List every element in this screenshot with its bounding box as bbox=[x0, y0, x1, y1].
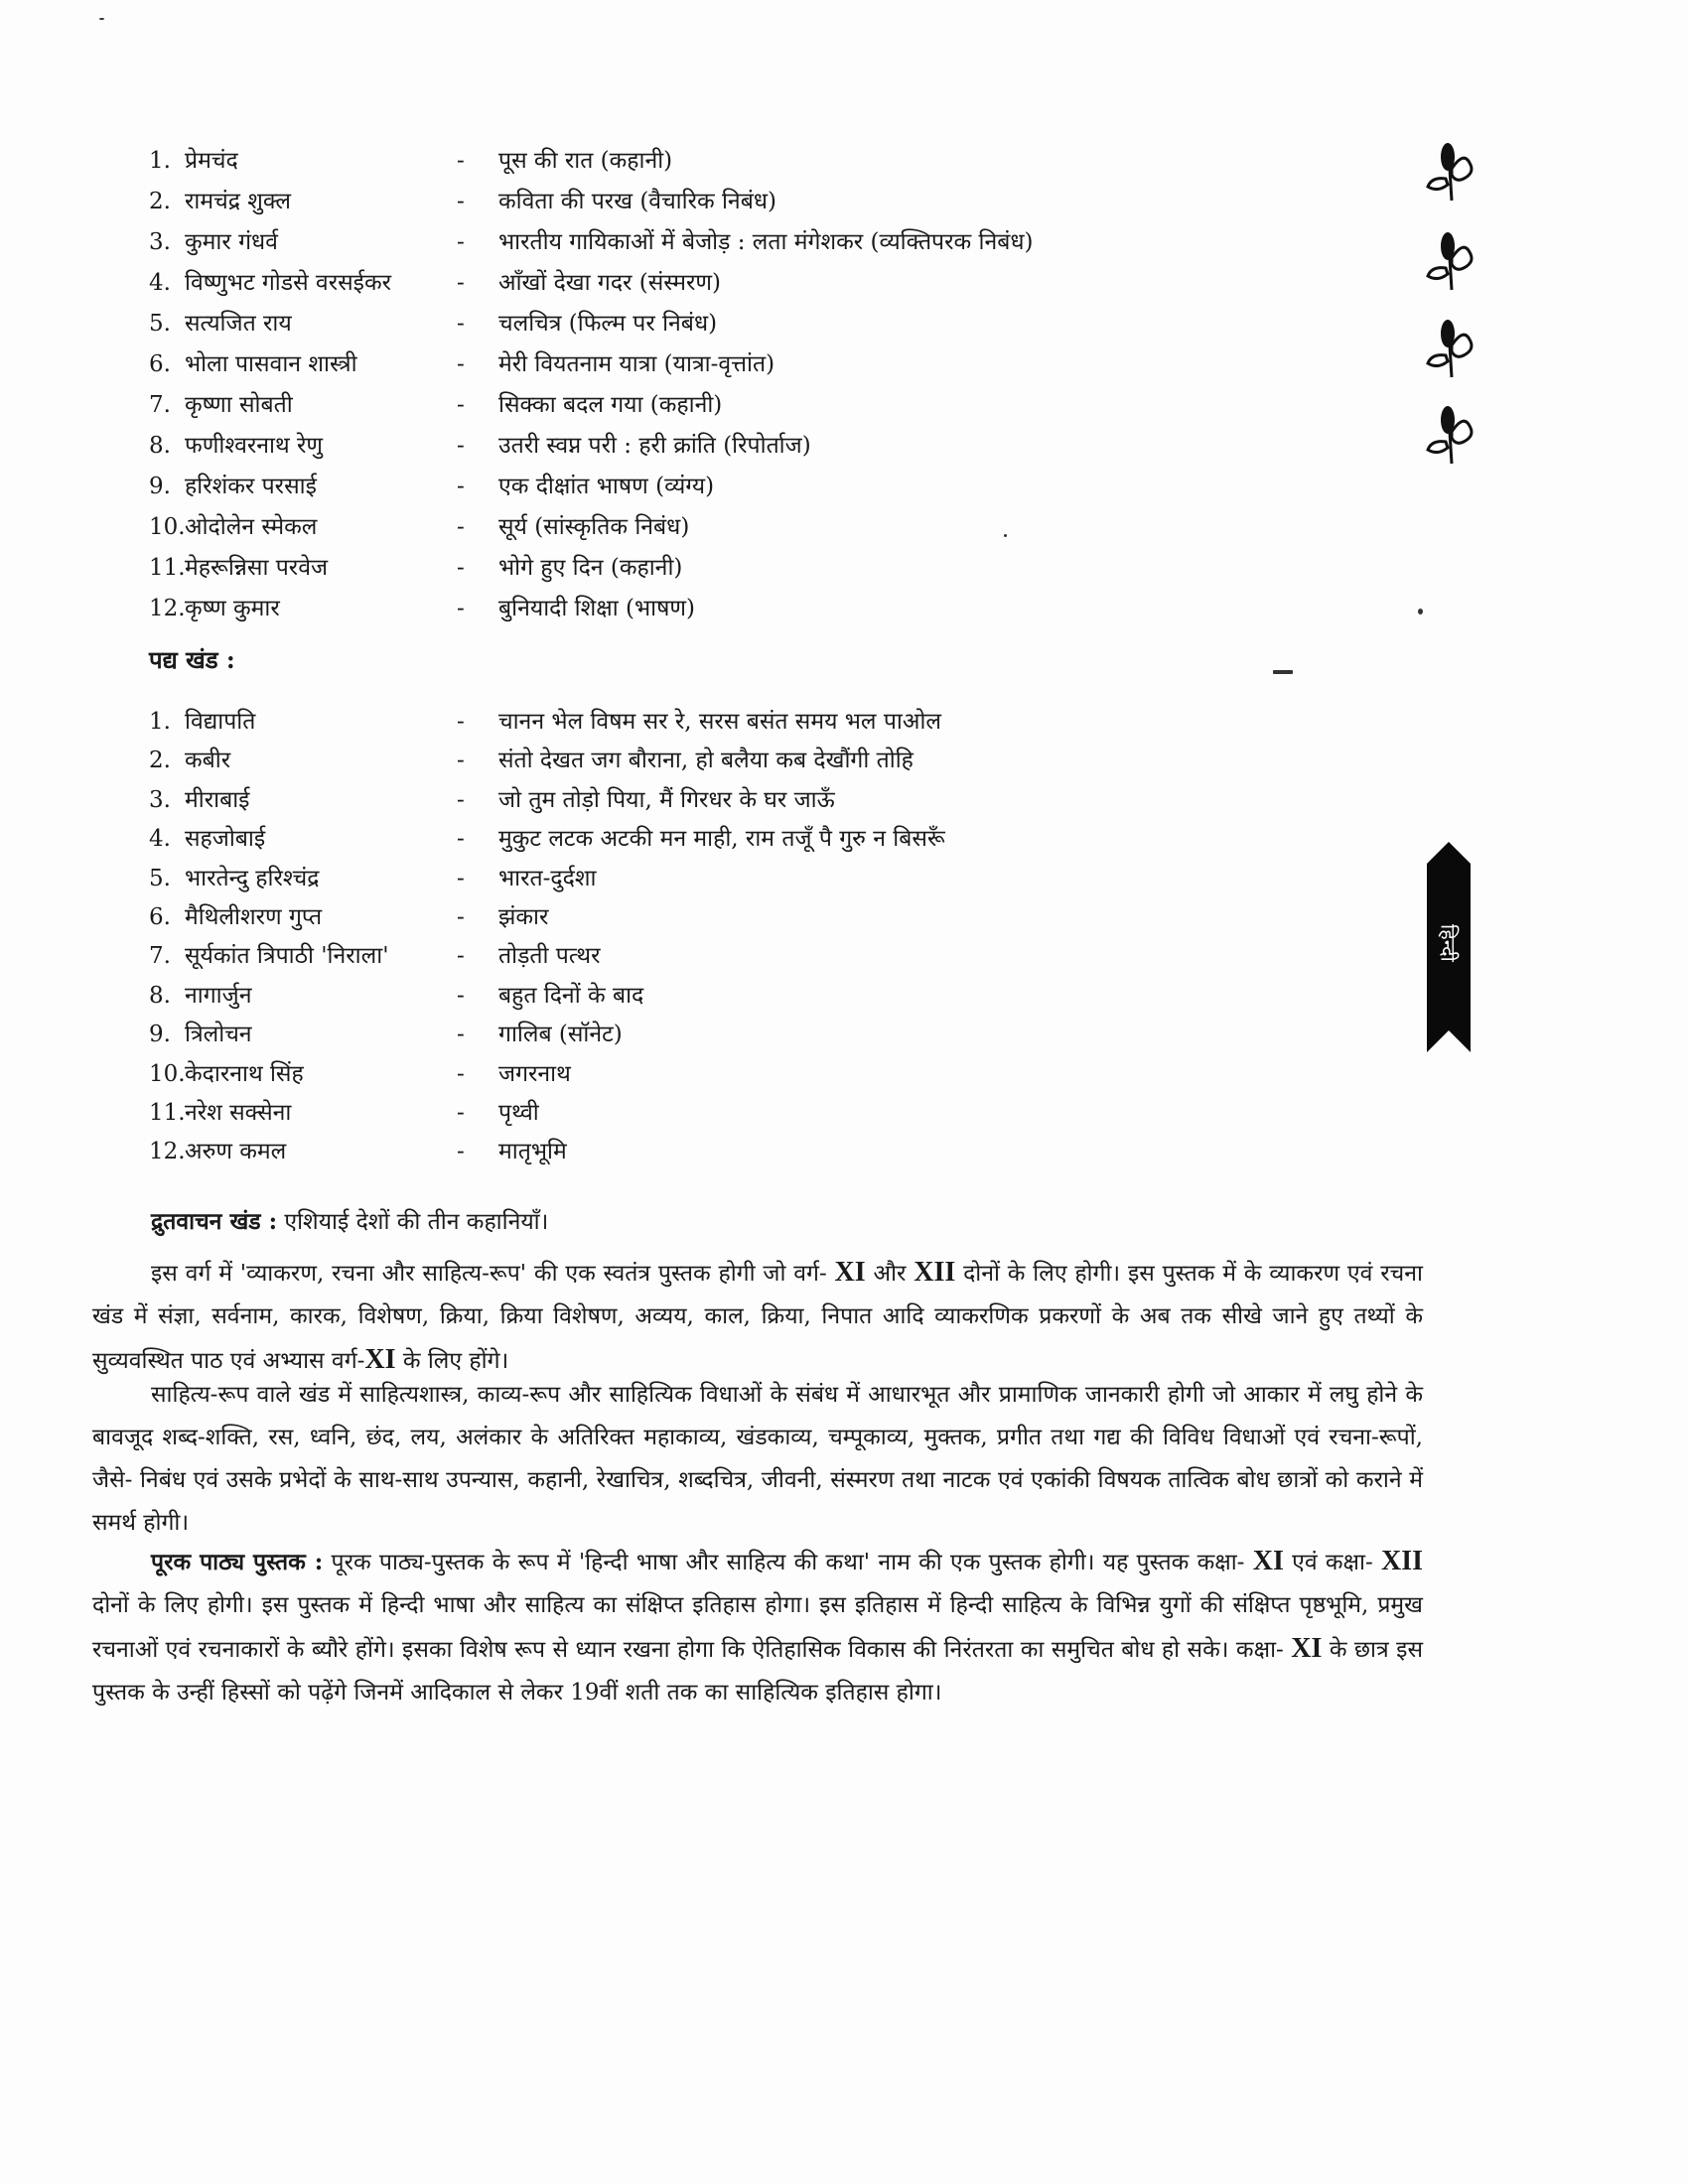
work-title: सूर्य (सांस्कृतिक निबंध) bbox=[498, 514, 690, 540]
work-title: चानन भेल विषम सर रे, सरस बसंत समय भल पाओल bbox=[498, 709, 941, 735]
item-number: 1. bbox=[149, 148, 171, 174]
para-text: और bbox=[865, 1261, 914, 1287]
class-xii: XII bbox=[1381, 1546, 1424, 1576]
work-title: मुकुट लटक अटकी मन माही, राम तजूँ पै गुरु न बिसरूँ bbox=[498, 826, 945, 852]
separator-dash: - bbox=[457, 433, 465, 459]
author-name: अरुण कमल bbox=[185, 1139, 287, 1164]
author-name: फणीश्वरनाथ रेणु bbox=[185, 433, 324, 459]
item-number: 9. bbox=[149, 474, 171, 499]
class-xi: XI bbox=[1252, 1546, 1284, 1576]
para-text: दोनों के लिए होगी। इस पुस्तक में हिन्दी भाषा और साहित्य का संक्षिप्त इतिहास होगा। इस इतिहास में हिन्दी साहित्य के विभिन्न युगों की संक्षिप्त पृष्ठभूमि, प्रमुख रचनाओं एवं रचनाकारों के ब्यौरे होंगे। इसका विशेष रूप से ध्यान रखना होगा कि ऐतिहासिक विकास की निरंतरता का समुचित बोध हो सके। कक्षा- bbox=[92, 1592, 1423, 1663]
separator-dash: - bbox=[457, 1139, 465, 1164]
work-title: पृथ्वी bbox=[498, 1100, 539, 1126]
scan-speck bbox=[1418, 609, 1423, 614]
flower-sprig-icon bbox=[1418, 316, 1487, 385]
item-number: 10. bbox=[149, 514, 186, 540]
work-title: पूस की रात (कहानी) bbox=[498, 148, 673, 174]
work-title: भोगे हुए दिन (कहानी) bbox=[498, 555, 683, 581]
separator-dash: - bbox=[457, 709, 465, 735]
separator-dash: - bbox=[457, 904, 465, 930]
author-name: कृष्णा सोबती bbox=[185, 392, 293, 418]
author-name: भारतेन्दु हरिश्चंद्र bbox=[185, 866, 320, 891]
separator-dash: - bbox=[457, 270, 465, 296]
author-name: प्रेमचंद bbox=[185, 148, 238, 174]
literary-forms-paragraph: साहित्य-रूप वाले खंड में साहित्यशास्त्र, काव्य-रूप और साहित्यिक विधाओं के संबंध में आधारभूत और प्रामाणिक जानकारी होगी जो आकार में लघु होने के बावजूद शब्द-शक्ति, रस, ध्वनि, छंद, लय, अलंकार के अतिरिक्त महाकाव्य, खंडकाव्य, चम्पूकाव्य, मुक्तक, प्रगीत तथा गद्य की विविध विधाओं एवं रचना-रूपों, जैसे- निबंध एवं उसके प्रभेदों के साथ-साथ उपन्यास, कहानी, रेखाचित्र, शब्दचित्र, जीवनी, संस्मरण तथा नाटक एवं एकांकी विषयक तात्विक बोध छात्रों को कराने में समर्थ होगी। bbox=[92, 1382, 1423, 1536]
author-name: भोला पासवान शास्त्री bbox=[185, 351, 357, 377]
author-name: सहजोबाई bbox=[185, 826, 266, 852]
work-title: एक दीक्षांत भाषण (व्यंग्य) bbox=[498, 474, 715, 499]
item-number: 12. bbox=[149, 1139, 186, 1164]
work-title: चलचित्र (फिल्म पर निबंध) bbox=[498, 311, 718, 337]
author-name: सत्यजित राय bbox=[185, 311, 292, 337]
separator-dash: - bbox=[457, 514, 465, 540]
author-name: त्रिलोचन bbox=[185, 1022, 252, 1047]
para-text: एवं कक्षा- bbox=[1283, 1550, 1381, 1575]
flower-sprig-icon bbox=[1418, 139, 1487, 208]
item-number: 7. bbox=[149, 392, 171, 418]
author-name: नागार्जुन bbox=[185, 983, 252, 1009]
separator-dash: - bbox=[457, 1100, 465, 1126]
author-name: मैथिलीशरण गुप्त bbox=[185, 904, 323, 930]
work-title: आँखों देखा गदर (संस्मरण) bbox=[498, 270, 721, 296]
author-name: मीराबाई bbox=[185, 787, 250, 813]
grammar-book-paragraph bbox=[92, 1251, 1423, 1383]
work-title: मेरी वियतनाम यात्रा (यात्रा-वृत्तांत) bbox=[498, 351, 775, 377]
flower-sprig-icon bbox=[1418, 228, 1487, 298]
work-title: भारतीय गायिकाओं में बेजोड़ : लता मंगेशकर (व्यक्तिपरक निबंध) bbox=[498, 229, 1034, 255]
item-number: 5. bbox=[149, 311, 171, 337]
class-xii: XII bbox=[914, 1257, 956, 1288]
item-number: 2. bbox=[149, 748, 171, 773]
class-xi: XI bbox=[364, 1344, 396, 1375]
item-number: 6. bbox=[149, 351, 171, 377]
para-text: के छात्र इस पुस्तक के उन्हीं हिस्सों को पढ़ेंगे जिनमें आदिकाल से लेकर 19वीं शती तक का साहित्यिक इतिहास होगा। bbox=[92, 1637, 1423, 1706]
item-number: 2. bbox=[149, 189, 171, 214]
item-number: 3. bbox=[149, 229, 171, 255]
scan-speck bbox=[1004, 534, 1007, 537]
separator-dash: - bbox=[457, 189, 465, 214]
separator-dash: - bbox=[457, 1022, 465, 1047]
rapid-reading-text: एशियाई देशों की तीन कहानियाँ। bbox=[277, 1209, 549, 1235]
work-title: भारत-दुर्दशा bbox=[498, 866, 597, 891]
separator-dash: - bbox=[457, 943, 465, 969]
separator-dash: - bbox=[457, 866, 465, 891]
work-title: उतरी स्वप्न परी : हरी क्रांति (रिपोर्ताज) bbox=[498, 433, 811, 459]
author-name: केदारनाथ सिंह bbox=[185, 1061, 304, 1087]
supplementary-book-label: पूरक पाठ्य पुस्तक : bbox=[151, 1549, 324, 1575]
author-name: कुमार गंधर्व bbox=[185, 229, 278, 255]
item-number: 6. bbox=[149, 904, 171, 930]
author-name: कृष्ण कुमार bbox=[185, 596, 280, 621]
separator-dash: - bbox=[457, 351, 465, 377]
class-xi: XI bbox=[1291, 1633, 1323, 1664]
separator-dash: - bbox=[457, 392, 465, 418]
author-name: नरेश सक्सेना bbox=[185, 1100, 292, 1126]
work-title: तोड़ती पत्थर bbox=[498, 943, 601, 969]
para-text: इस वर्ग में 'व्याकरण, रचना और साहित्य-रूप' की एक स्वतंत्र पुस्तक होगी जो वर्ग- bbox=[151, 1261, 835, 1287]
item-number: 8. bbox=[149, 983, 171, 1009]
item-number: 5. bbox=[149, 866, 171, 891]
item-number: 9. bbox=[149, 1022, 171, 1047]
separator-dash: - bbox=[457, 748, 465, 773]
supplementary-book-paragraph bbox=[92, 1540, 1423, 1714]
separator-dash: - bbox=[457, 229, 465, 255]
work-title: संतो देखत जग बौराना, हो बलैया कब देखौंगी तोहि bbox=[498, 748, 914, 773]
item-number: 4. bbox=[149, 270, 171, 296]
author-name: सूर्यकांत त्रिपाठी 'निराला' bbox=[185, 943, 389, 969]
rapid-reading-label: द्रुतवाचन खंड : bbox=[151, 1208, 278, 1235]
separator-dash: - bbox=[457, 596, 465, 621]
separator-dash: - bbox=[457, 1061, 465, 1087]
item-number: 12. bbox=[149, 596, 186, 621]
author-name: रामचंद्र शुक्ल bbox=[185, 189, 292, 214]
poetry-section-heading: पद्य खंड : bbox=[149, 645, 235, 674]
author-name: ओदोलेन स्मेकल bbox=[185, 514, 318, 540]
separator-dash: - bbox=[457, 311, 465, 337]
work-title: झंकार bbox=[498, 904, 549, 930]
item-number: 11. bbox=[149, 555, 186, 581]
separator-dash: - bbox=[457, 983, 465, 1009]
work-title: जगरनाथ bbox=[498, 1061, 571, 1087]
rapid-reading-line bbox=[151, 1204, 548, 1236]
work-title: कविता की परख (वैचारिक निबंध) bbox=[498, 189, 776, 214]
item-number: 10. bbox=[149, 1061, 186, 1087]
work-title: मातृभूमि bbox=[498, 1139, 567, 1164]
separator-dash: - bbox=[457, 826, 465, 852]
author-name: कबीर bbox=[185, 748, 231, 773]
item-number: 7. bbox=[149, 943, 171, 969]
separator-dash: - bbox=[457, 148, 465, 174]
work-title: सिक्का बदल गया (कहानी) bbox=[498, 392, 723, 418]
class-xi: XI bbox=[834, 1257, 866, 1288]
author-name: हरिशंकर परसाई bbox=[185, 474, 317, 499]
separator-dash: - bbox=[457, 787, 465, 813]
separator-dash: - bbox=[457, 474, 465, 499]
para-text: के लिए होंगे। bbox=[395, 1348, 509, 1374]
para-text: दोनों के लिए होगी। इस पुस्तक में के व्याकरण एवं रचना खंड में संज्ञा, सर्वनाम, कारक, विशेषण, क्रिया, क्रिया विशेषण, अव्यय, काल, क्रिया, निपात आदि व्याकरणिक प्रकरणों के अब तक सीखे जाने हुए तथ्यों के सुव्यवस्थित पाठ एवं अभ्यास वर्ग- bbox=[92, 1261, 1423, 1374]
work-title: जो तुम तोड़ो पिया, मैं गिरधर के घर जाऊँ bbox=[498, 787, 835, 813]
work-title: बुनियादी शिक्षा (भाषण) bbox=[498, 596, 695, 621]
item-number: 4. bbox=[149, 826, 171, 852]
work-title: गालिब (सॉनेट) bbox=[498, 1022, 623, 1047]
author-name: विष्णुभट गोडसे वरसईकर bbox=[185, 270, 392, 296]
author-name: मेहरून्निसा परवेज bbox=[185, 555, 329, 581]
author-name: विद्यापति bbox=[185, 709, 256, 735]
para-text: पूरक पाठ्य-पुस्तक के रूप में 'हिन्दी भाषा और साहित्य की कथा' नाम की एक पुस्तक होगी। यह पुस्तक कक्षा- bbox=[323, 1550, 1253, 1575]
item-number: 3. bbox=[149, 787, 171, 813]
scan-speck bbox=[1273, 670, 1293, 674]
work-title: बहुत दिनों के बाद bbox=[498, 983, 644, 1009]
item-number: 11. bbox=[149, 1100, 186, 1126]
separator-dash: - bbox=[457, 555, 465, 581]
ribbon-label: हिन्दी bbox=[1436, 924, 1461, 962]
flower-sprig-icon bbox=[1418, 402, 1487, 472]
scan-speck bbox=[99, 18, 104, 20]
item-number: 8. bbox=[149, 433, 171, 459]
item-number: 1. bbox=[149, 709, 171, 735]
